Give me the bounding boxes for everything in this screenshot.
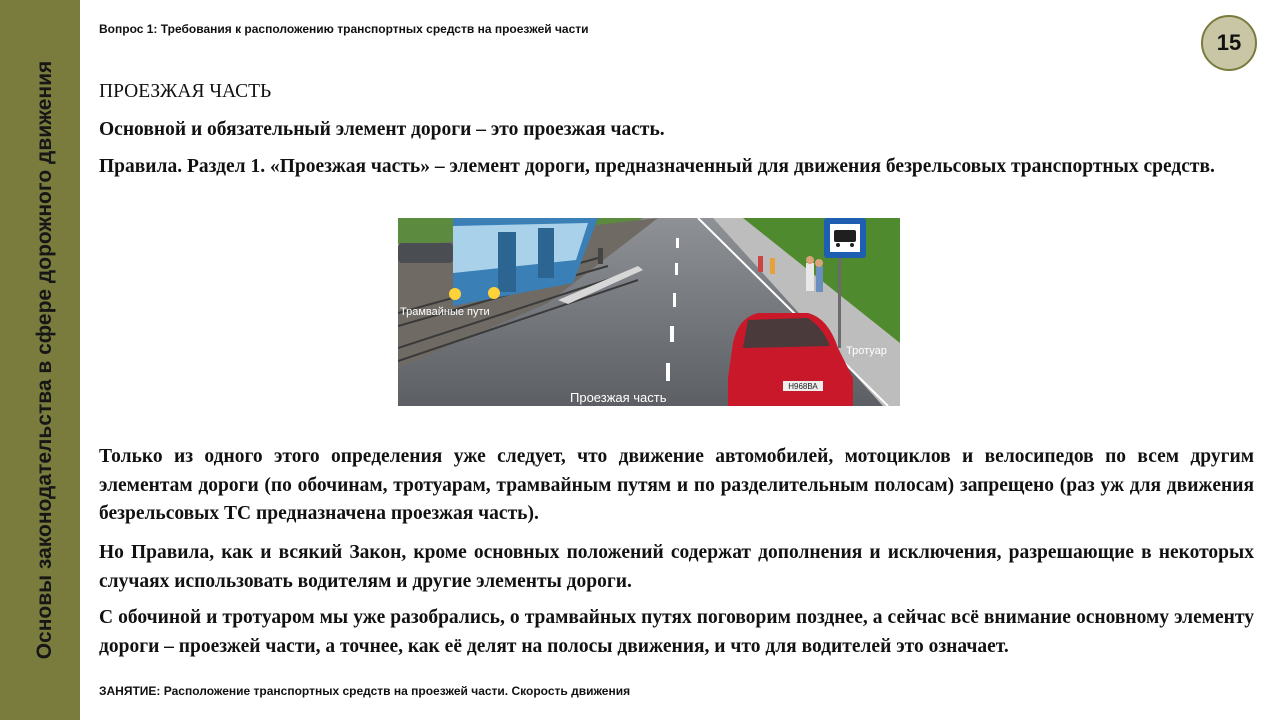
- lesson-footer: ЗАНЯТИЕ: Расположение транспортных средств на проезжей части. Скорость движения: [99, 684, 631, 698]
- road-illustration: [398, 218, 900, 406]
- sidebar-title: Основы законодательства в сфере дорожного движения: [33, 60, 56, 660]
- section-heading: ПРОЕЗЖАЯ ЧАСТЬ: [99, 81, 272, 102]
- paragraph-1: Основной и обязательный элемент дороги – это проезжая часть.: [99, 119, 665, 140]
- paragraph-4: Но Правила, как и всякий Закон, кроме основных положений содержат дополнения и исключения, разрешающие в некоторых случаях использовать водителям и другие элементы дороги.: [99, 542, 1254, 592]
- sidebar: [0, 0, 80, 720]
- paragraph-2: Правила. Раздел 1. «Проезжая часть» – элемент дороги, предназначенный для движения безрельсовых транспортных средств.: [99, 156, 1215, 177]
- paragraph-3: Только из одного этого определения уже следует, что движение автомобилей, мотоциклов и велосипедов по всем другим элементам дороги (по обочинам, тротуарам, трамвайным путям и по разделительным полосам) запрещено (раз уж для движения безрельсовых ТС предназначена проезжая часть).: [99, 446, 1254, 524]
- background-car: [398, 243, 453, 263]
- plate-text: Н968ВА: [788, 382, 818, 391]
- paragraph-5: С обочиной и тротуаром мы уже разобрались, о трамвайных путях поговорим позднее, а сейчас всё внимание основному элементу дороги – проезжей части, а точнее, как её делят на полосы движения, и что для водителей это означает.: [99, 607, 1254, 657]
- label-tram-tracks: Трамвайные пути: [400, 306, 490, 318]
- question-title: Вопрос 1: Требования к расположению транспортных средств на проезжей части: [99, 22, 589, 36]
- label-roadway: Проезжая часть: [570, 390, 667, 405]
- label-sidewalk: Тротуар: [846, 345, 887, 357]
- page-number-badge: 15: [1201, 15, 1257, 71]
